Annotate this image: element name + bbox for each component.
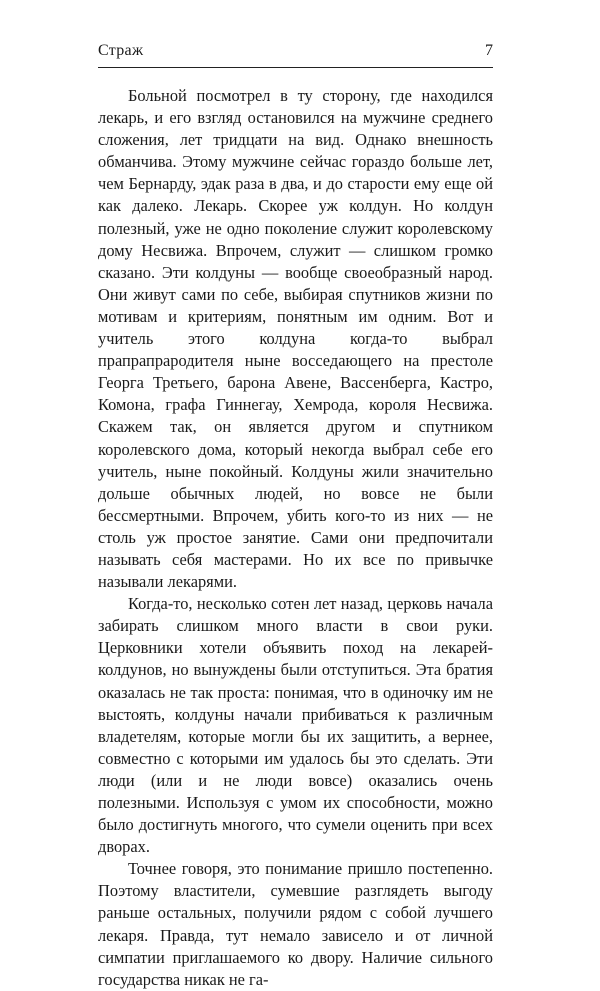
paragraph: Когда-то, несколько сотен лет назад, церковь начала забирать слишком много власти в свои руки. Церковники хотели объявить поход на лекарей-колдунов, но вынуждены были отступиться. Эта братия оказалась не так проста: понимая, что в одиночку им не выстоять, колдуны начали прибиваться к различным владетелям, которые могли бы их защитить, а вернее, совместно с которыми им удалось бы это сделать. Эти люди (или и не люди вовсе) оказались очень полезными. Используя с умом их способности, можно было достигнуть многого, что сумели оценить при всех дворах. <box>98 594 493 857</box>
body-text <box>98 85 493 991</box>
paragraph: Точнее говоря, это понимание пришло постепенно. Поэтому властители, сумевшие разглядеть выгоду раньше остальных, получили рядом с собой лучшего лекаря. Правда, тут немало зависело и от личной симпатии приглашаемого ко двору. Наличие сильного государства никак не га- <box>98 859 493 989</box>
running-head <box>98 42 493 64</box>
running-title: Страж <box>98 42 144 59</box>
page-number: 7 <box>485 42 493 59</box>
paragraph: Больной посмотрел в ту сторону, где находился лекарь, и его взгляд остановился на мужчине среднего сложения, лет тридцати на вид. Однако внешность обманчива. Этому мужчине сейчас гораздо больше лет, чем Бернарду, эдак раза в два, и до старости ему еще ой как далеко. Лекарь. Скорее уж колдун. Но колдун полезный, уже не одно поколение служит королевскому дому Несвижа. Впрочем, служит — слишком громко сказано. Эти колдуны — вообще своеобразный народ. Они живут сами по себе, выбирая спутников жизни по мотивам и критериям, понятным им одним. Вот и учитель этого колдуна когда-то выбрал прапрапрародителя ныне восседающего на престоле Георга Третьего, барона Авене, Вассенберга, Кастро, Комона, графа Гиннегау, Хемрода, короля Несвижа. Скажем так, он является другом и спутником королевского дома, который некогда выбрал себе его учитель, ныне покойный. Колдуны жили значительно дольше обычных людей, но вовсе не были бессмертными. Впрочем, убить кого-то из них — не столь уж простое занятие. Сами они предпочитали называть себя мастерами. Но их все по привычке называли лекарями. <box>98 86 493 592</box>
header-rule <box>98 67 493 68</box>
